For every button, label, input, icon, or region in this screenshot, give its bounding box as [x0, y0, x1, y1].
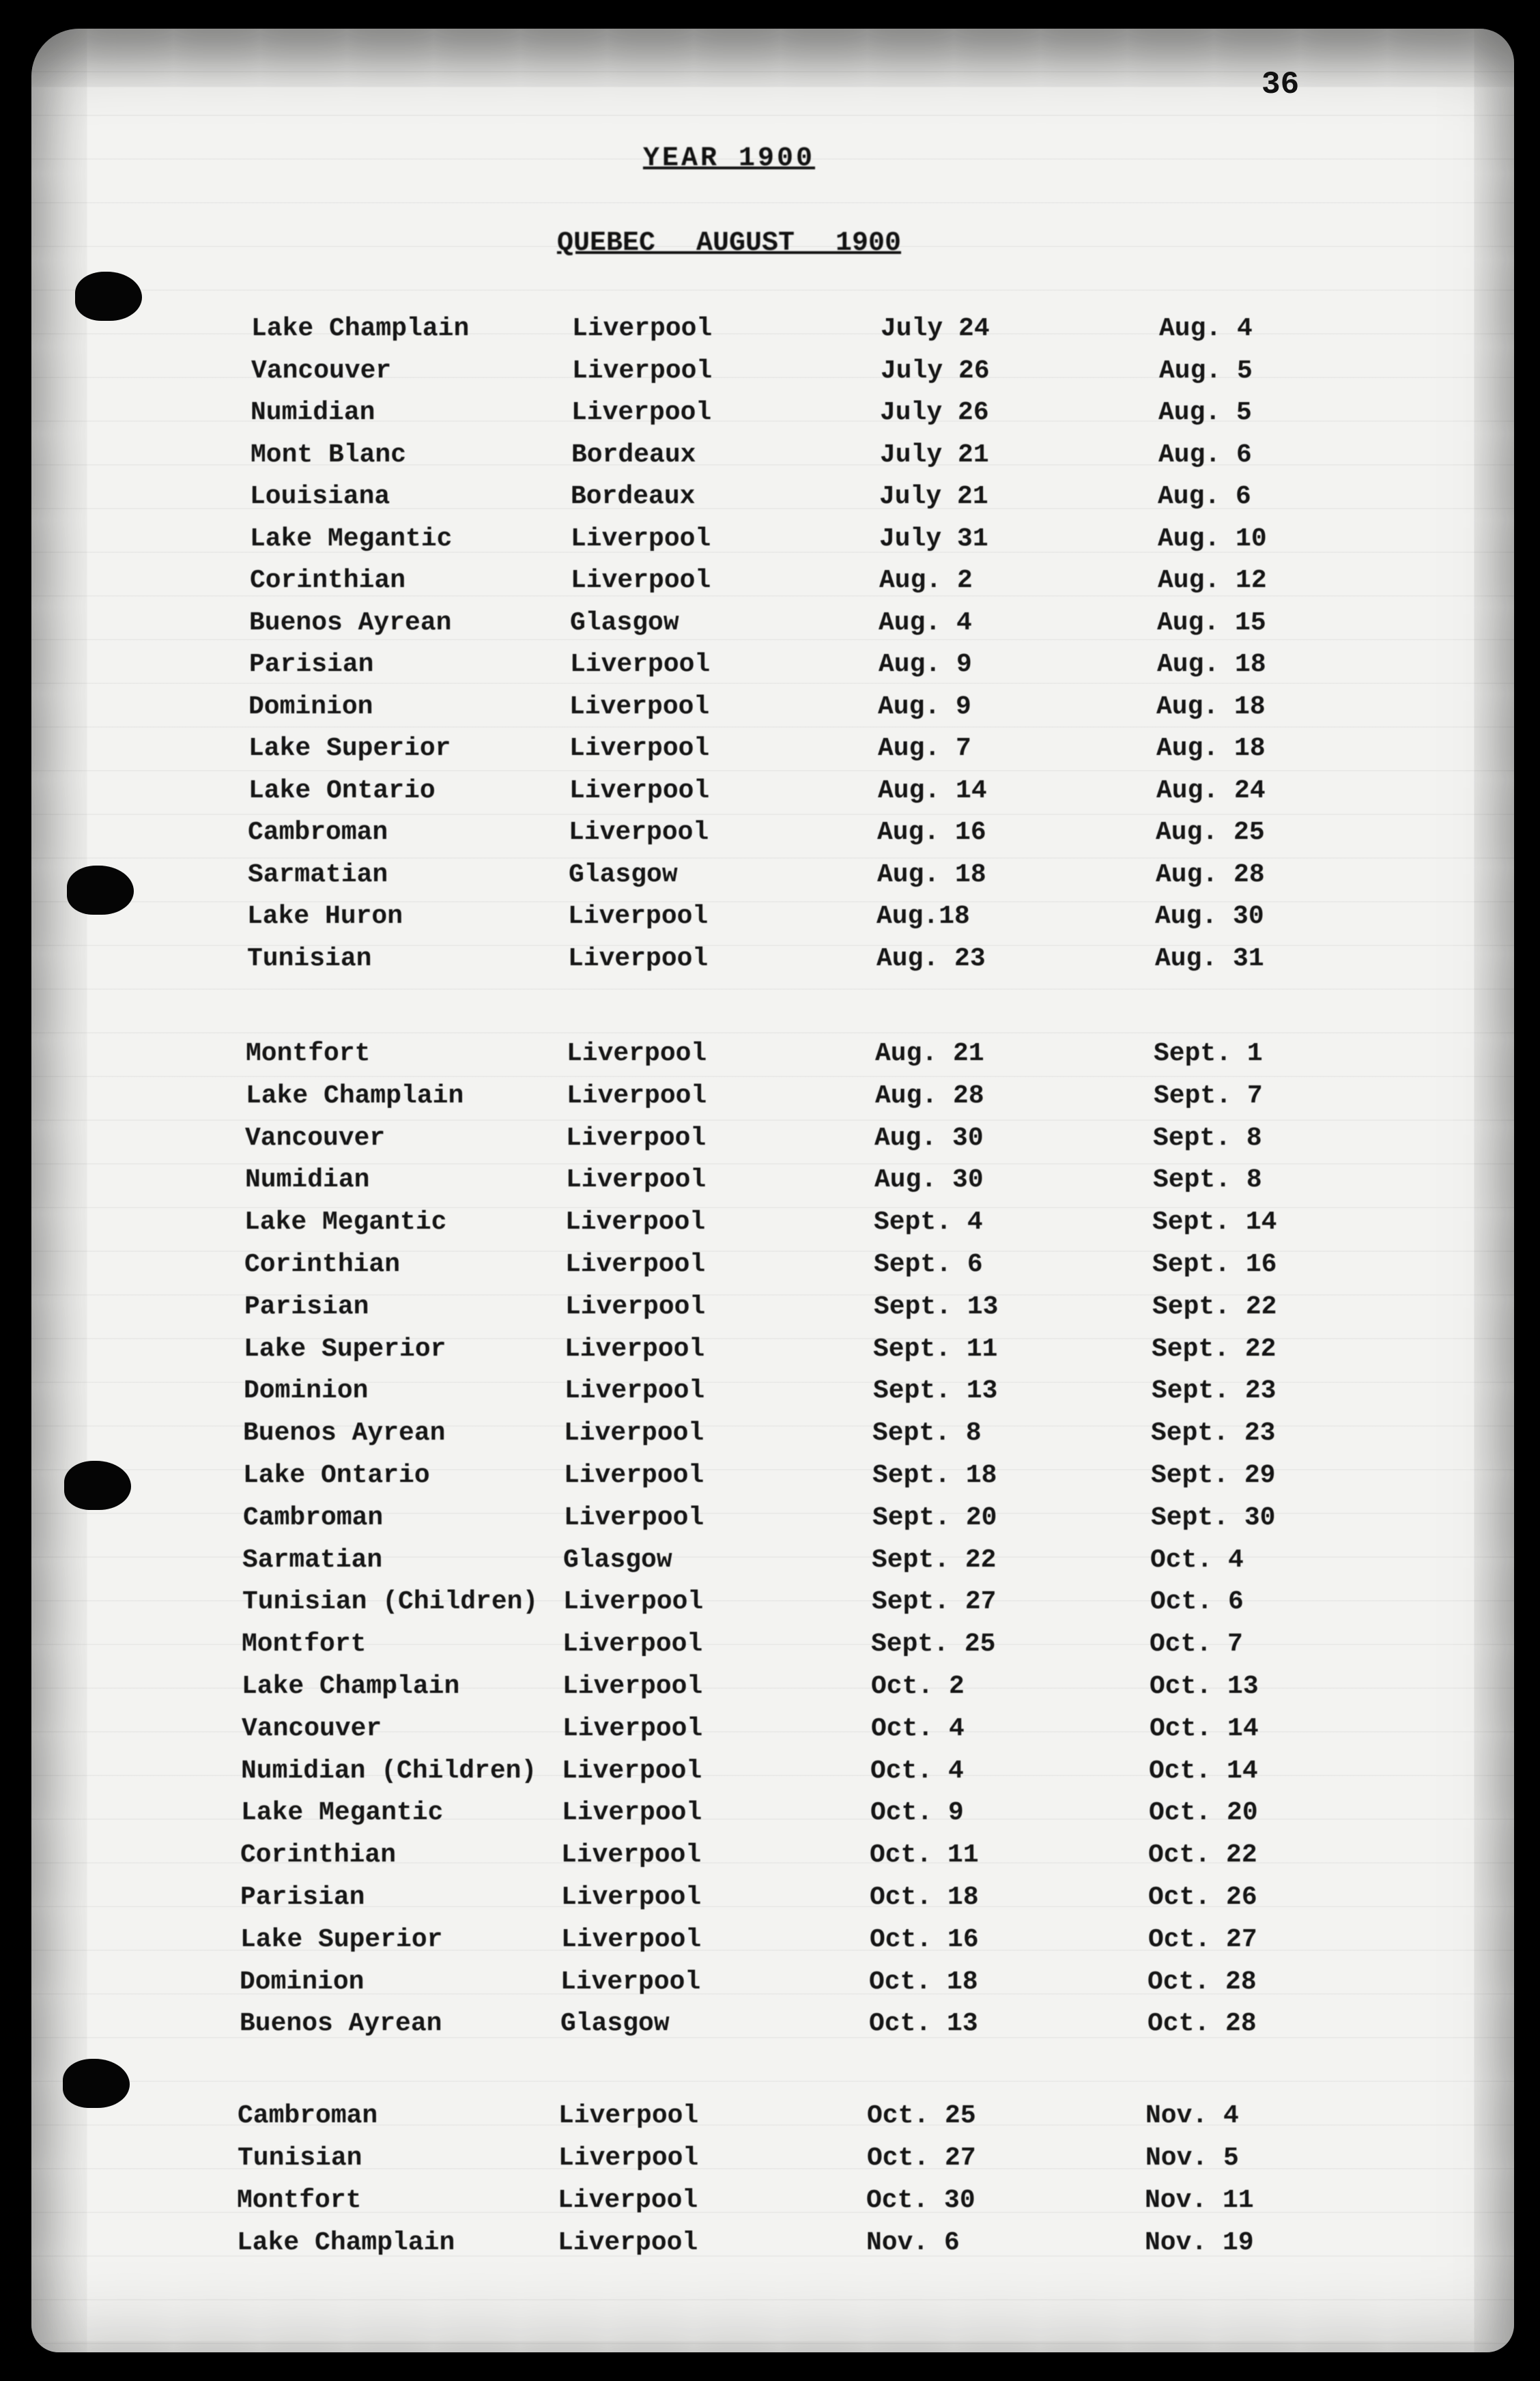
- ship-name: Louisiana: [250, 482, 390, 511]
- departure-port: Liverpool: [565, 1335, 705, 1364]
- table-row: [243, 1461, 1349, 1499]
- arrival-date: Oct. 4: [1150, 1545, 1244, 1575]
- ship-name: Corinthian: [240, 1840, 397, 1870]
- arrival-date: Aug. 12: [1158, 566, 1267, 595]
- departure-date: Aug. 21: [875, 1039, 984, 1068]
- departure-date: July 31: [879, 524, 988, 554]
- ship-name: Montfort: [237, 2186, 362, 2215]
- departure-port: Liverpool: [562, 1629, 703, 1659]
- departure-port: Liverpool: [562, 1714, 703, 1743]
- ship-name: Tunisian: [238, 2143, 362, 2173]
- ship-name: Parisian: [244, 1292, 369, 1322]
- departure-date: Sept. 25: [871, 1629, 996, 1659]
- departure-date: Oct. 9: [870, 1798, 964, 1827]
- table-row: [240, 2009, 1345, 2047]
- arrival-date: Aug. 18: [1157, 650, 1266, 679]
- ship-name: Sarmatian: [242, 1545, 383, 1575]
- ship-name: Lake Megantic: [241, 1798, 444, 1827]
- departure-date: Oct. 27: [867, 2143, 976, 2173]
- departure-port: Liverpool: [565, 1250, 706, 1279]
- departure-port: Liverpool: [561, 1925, 702, 1954]
- arrival-date: Aug. 18: [1156, 734, 1266, 763]
- departure-date: Oct. 2: [871, 1672, 965, 1701]
- departure-date: July 24: [881, 314, 990, 343]
- arrival-date: Sept. 23: [1151, 1418, 1276, 1448]
- departure-port: Bordeaux: [571, 440, 696, 470]
- table-row: [243, 1418, 1349, 1457]
- departure-port: Liverpool: [558, 2228, 698, 2257]
- arrival-date: Aug. 5: [1159, 356, 1253, 386]
- table-row: [246, 1081, 1352, 1120]
- ship-name: Lake Ontario: [248, 776, 436, 805]
- table-row: [242, 1629, 1348, 1668]
- arrival-date: Aug. 25: [1156, 818, 1265, 847]
- arrival-date: Nov. 19: [1145, 2228, 1254, 2257]
- departure-date: Aug. 9: [878, 692, 971, 722]
- departure-port: Liverpool: [562, 1756, 702, 1786]
- ship-name: Lake Megantic: [250, 524, 453, 554]
- departure-port: Glasgow: [570, 608, 679, 638]
- departure-port: Liverpool: [569, 692, 710, 722]
- ship-name: Lake Champlain: [237, 2228, 455, 2257]
- departure-date: Sept. 18: [872, 1461, 997, 1490]
- table-row: [245, 1165, 1351, 1203]
- table-row: [251, 314, 1357, 352]
- departure-date: Sept. 11: [873, 1335, 998, 1364]
- ship-name: Lake Megantic: [244, 1208, 447, 1237]
- table-row: [240, 1967, 1345, 2006]
- departure-port: Liverpool: [571, 398, 712, 427]
- arrival-date: Aug. 28: [1156, 860, 1265, 889]
- table-row: [249, 608, 1355, 646]
- departure-port: Liverpool: [561, 1840, 702, 1870]
- table-row: [237, 2186, 1343, 2224]
- departure-date: Aug. 30: [874, 1124, 984, 1153]
- table-row: [242, 1714, 1348, 1752]
- departure-date: Oct. 13: [869, 2009, 978, 2038]
- departure-date: July 26: [881, 356, 990, 386]
- table-row: [240, 1925, 1346, 1963]
- departure-port: Liverpool: [562, 1672, 703, 1701]
- departure-port: Liverpool: [571, 524, 711, 554]
- table-row: [249, 650, 1355, 688]
- departure-port: Liverpool: [558, 2143, 699, 2173]
- departure-date: Aug. 18: [877, 860, 986, 889]
- arrival-date: Oct. 28: [1147, 1967, 1257, 1997]
- arrival-date: Oct. 27: [1148, 1925, 1257, 1954]
- arrival-date: Nov. 4: [1145, 2101, 1239, 2130]
- departure-date: July 21: [880, 440, 989, 470]
- departure-date: Oct. 30: [866, 2186, 975, 2215]
- departure-date: Sept. 13: [873, 1376, 998, 1406]
- ship-name: Numidian: [251, 398, 375, 427]
- table-row: [243, 1503, 1349, 1541]
- header-year: YEAR 1900: [642, 143, 816, 174]
- departure-port: Liverpool: [567, 1039, 707, 1068]
- table-row: [242, 1672, 1348, 1710]
- departure-port: Liverpool: [569, 776, 710, 805]
- departure-port: Liverpool: [572, 356, 713, 386]
- ship-name: Lake Superior: [240, 1925, 443, 1954]
- table-row: [237, 2228, 1343, 2266]
- table-row: [244, 1208, 1350, 1246]
- table-row: [248, 860, 1354, 898]
- table-row: [244, 1250, 1350, 1288]
- arrival-date: Sept. 8: [1153, 1124, 1262, 1153]
- arrival-date: Aug. 31: [1155, 944, 1264, 973]
- departure-date: Oct. 18: [869, 1967, 978, 1997]
- arrival-date: Aug. 30: [1155, 902, 1264, 931]
- departure-port: Liverpool: [561, 1883, 702, 1912]
- table-row: [241, 1798, 1347, 1836]
- table-row: [238, 2143, 1343, 2182]
- table-row: [251, 356, 1357, 395]
- departure-date: July 21: [879, 482, 988, 511]
- departure-date: Aug. 7: [878, 734, 971, 763]
- departure-date: Aug.18: [876, 902, 970, 931]
- ship-name: Parisian: [240, 1883, 365, 1912]
- departure-port: Liverpool: [565, 1208, 706, 1237]
- ship-name: Sarmatian: [248, 860, 388, 889]
- punch-hole: [63, 2059, 130, 2108]
- arrival-date: Oct. 13: [1150, 1672, 1259, 1701]
- table-row: [240, 1883, 1346, 1921]
- arrival-date: Nov. 5: [1145, 2143, 1239, 2173]
- ship-name: Lake Champlain: [242, 1672, 460, 1701]
- departure-port: Liverpool: [569, 818, 709, 847]
- ship-name: Montfort: [246, 1039, 371, 1068]
- table-row: [241, 1756, 1347, 1795]
- table-row: [248, 776, 1354, 814]
- ship-name: Vancouver: [242, 1714, 382, 1743]
- arrival-date: Aug. 18: [1156, 692, 1266, 722]
- ship-name: Tunisian (Children): [242, 1587, 539, 1616]
- ship-name: Buenos Ayrean: [240, 2009, 442, 2038]
- ship-name: Vancouver: [245, 1124, 386, 1153]
- departure-port: Liverpool: [563, 1587, 704, 1616]
- ship-name: Dominion: [240, 1967, 365, 1997]
- arrival-date: Aug. 15: [1157, 608, 1266, 638]
- departure-date: Sept. 22: [872, 1545, 997, 1575]
- table-row: [251, 398, 1356, 436]
- table-row: [248, 818, 1354, 856]
- ship-name: Numidian: [245, 1165, 370, 1195]
- ship-name: Corinthian: [250, 566, 406, 595]
- page-number: 36: [1261, 67, 1300, 102]
- ship-name: Lake Ontario: [243, 1461, 430, 1490]
- departure-port: Glasgow: [563, 1545, 672, 1575]
- departure-port: Liverpool: [572, 314, 713, 343]
- arrival-date: Aug. 24: [1156, 776, 1266, 805]
- punch-hole: [64, 1461, 131, 1510]
- arrival-date: Oct. 6: [1150, 1587, 1244, 1616]
- departure-date: Aug. 28: [875, 1081, 984, 1111]
- table-row: [246, 1039, 1352, 1077]
- ship-name: Tunisian: [247, 944, 372, 973]
- departure-date: Sept. 13: [874, 1292, 999, 1322]
- arrival-date: Nov. 11: [1145, 2186, 1254, 2215]
- table-row: [250, 524, 1356, 562]
- departure-date: Sept. 20: [872, 1503, 997, 1532]
- arrival-date: Sept. 29: [1151, 1461, 1276, 1490]
- departure-port: Liverpool: [568, 902, 709, 931]
- arrival-date: Aug. 6: [1158, 440, 1252, 470]
- ship-name: Lake Superior: [248, 734, 451, 763]
- departure-date: Aug. 30: [874, 1165, 984, 1195]
- departure-date: Oct. 4: [870, 1756, 964, 1786]
- arrival-date: Sept. 23: [1152, 1376, 1277, 1406]
- arrival-date: Oct. 28: [1147, 2009, 1257, 2038]
- departure-date: Sept. 8: [872, 1418, 982, 1448]
- arrival-date: Aug. 5: [1158, 398, 1252, 427]
- table-row: [244, 1292, 1350, 1330]
- departure-date: July 26: [880, 398, 989, 427]
- ship-name: Lake Superior: [244, 1335, 446, 1364]
- departure-date: Aug. 9: [879, 650, 972, 679]
- departure-date: Oct. 18: [870, 1883, 979, 1912]
- table-row: [242, 1587, 1348, 1625]
- arrival-date: Aug. 6: [1158, 482, 1251, 511]
- arrival-date: Aug. 10: [1158, 524, 1267, 554]
- departure-port: Liverpool: [568, 944, 709, 973]
- table-row: [250, 482, 1356, 520]
- ship-name: Buenos Ayrean: [243, 1418, 446, 1448]
- ship-name: Buenos Ayrean: [249, 608, 452, 638]
- departure-port: Liverpool: [570, 650, 711, 679]
- arrival-date: Sept. 8: [1153, 1165, 1262, 1195]
- arrival-date: Sept. 1: [1154, 1039, 1263, 1068]
- punch-hole: [75, 272, 142, 321]
- table-row: [247, 902, 1353, 940]
- table-row: [248, 734, 1354, 772]
- departure-port: Liverpool: [564, 1503, 704, 1532]
- departure-port: Liverpool: [569, 734, 710, 763]
- arrival-date: Oct. 20: [1149, 1798, 1258, 1827]
- departure-port: Liverpool: [565, 1292, 706, 1322]
- header-port-month: QUEBEC AUGUST 1900: [556, 228, 902, 259]
- departure-port: Liverpool: [566, 1165, 707, 1195]
- departure-date: Aug. 16: [877, 818, 986, 847]
- departure-port: Liverpool: [566, 1124, 707, 1153]
- ship-name: Montfort: [242, 1629, 367, 1659]
- departure-date: Aug. 14: [878, 776, 987, 805]
- departure-port: Liverpool: [562, 1798, 702, 1827]
- table-row: [245, 1124, 1351, 1162]
- ship-name: Cambroman: [243, 1503, 384, 1532]
- table-row: [248, 692, 1354, 730]
- ship-name: Lake Champlain: [251, 314, 470, 343]
- arrival-date: Sept. 22: [1152, 1335, 1277, 1364]
- arrival-date: Oct. 7: [1150, 1629, 1243, 1659]
- departure-port: Liverpool: [558, 2186, 698, 2215]
- arrival-date: Sept. 14: [1152, 1208, 1277, 1237]
- departure-port: Liverpool: [571, 566, 711, 595]
- departure-date: Sept. 6: [874, 1250, 983, 1279]
- departure-date: Sept. 4: [874, 1208, 983, 1237]
- arrival-date: Oct. 22: [1148, 1840, 1257, 1870]
- departure-port: Liverpool: [558, 2101, 699, 2130]
- ship-name: Parisian: [249, 650, 374, 679]
- table-row: [251, 440, 1356, 479]
- departure-date: Oct. 25: [867, 2101, 976, 2130]
- punch-hole: [67, 866, 134, 915]
- table-row: [238, 2101, 1343, 2139]
- departure-port: Liverpool: [560, 1967, 701, 1997]
- table-row: [250, 566, 1356, 604]
- departure-date: Aug. 4: [879, 608, 972, 638]
- ship-name: Corinthian: [244, 1250, 401, 1279]
- arrival-date: Sept. 7: [1154, 1081, 1263, 1111]
- arrival-date: Sept. 30: [1151, 1503, 1276, 1532]
- departure-date: Oct. 4: [871, 1714, 965, 1743]
- departure-port: Liverpool: [565, 1376, 705, 1406]
- ship-name: Numidian (Children): [241, 1756, 537, 1786]
- departure-port: Liverpool: [564, 1461, 704, 1490]
- arrival-date: Aug. 4: [1159, 314, 1253, 343]
- departure-port: Bordeaux: [571, 482, 696, 511]
- table-row: [247, 944, 1353, 982]
- ship-name: Dominion: [248, 692, 373, 722]
- arrival-date: Sept. 16: [1152, 1250, 1277, 1279]
- departure-date: Sept. 27: [872, 1587, 997, 1616]
- table-row: [240, 1840, 1346, 1879]
- ship-name: Dominion: [244, 1376, 369, 1406]
- ship-name: Lake Huron: [247, 902, 403, 931]
- ship-name: Lake Champlain: [246, 1081, 464, 1111]
- ship-name: Mont Blanc: [251, 440, 407, 470]
- table-row: [242, 1545, 1348, 1584]
- departure-port: Glasgow: [560, 2009, 670, 2038]
- departure-port: Liverpool: [564, 1418, 704, 1448]
- arrival-date: Oct. 26: [1148, 1883, 1257, 1912]
- departure-date: Aug. 23: [876, 944, 986, 973]
- arrival-date: Sept. 22: [1152, 1292, 1277, 1322]
- departure-date: Aug. 2: [879, 566, 973, 595]
- departure-date: Oct. 16: [870, 1925, 979, 1954]
- ship-name: Vancouver: [251, 356, 392, 386]
- ship-name: Cambroman: [238, 2101, 378, 2130]
- arrival-date: Oct. 14: [1150, 1714, 1259, 1743]
- table-row: [244, 1335, 1350, 1373]
- ship-name: Cambroman: [248, 818, 388, 847]
- arrival-date: Oct. 14: [1149, 1756, 1258, 1786]
- departure-date: Nov. 6: [866, 2228, 960, 2257]
- departure-port: Liverpool: [567, 1081, 707, 1111]
- table-row: [244, 1376, 1350, 1414]
- departure-port: Glasgow: [569, 860, 678, 889]
- departure-date: Oct. 11: [870, 1840, 979, 1870]
